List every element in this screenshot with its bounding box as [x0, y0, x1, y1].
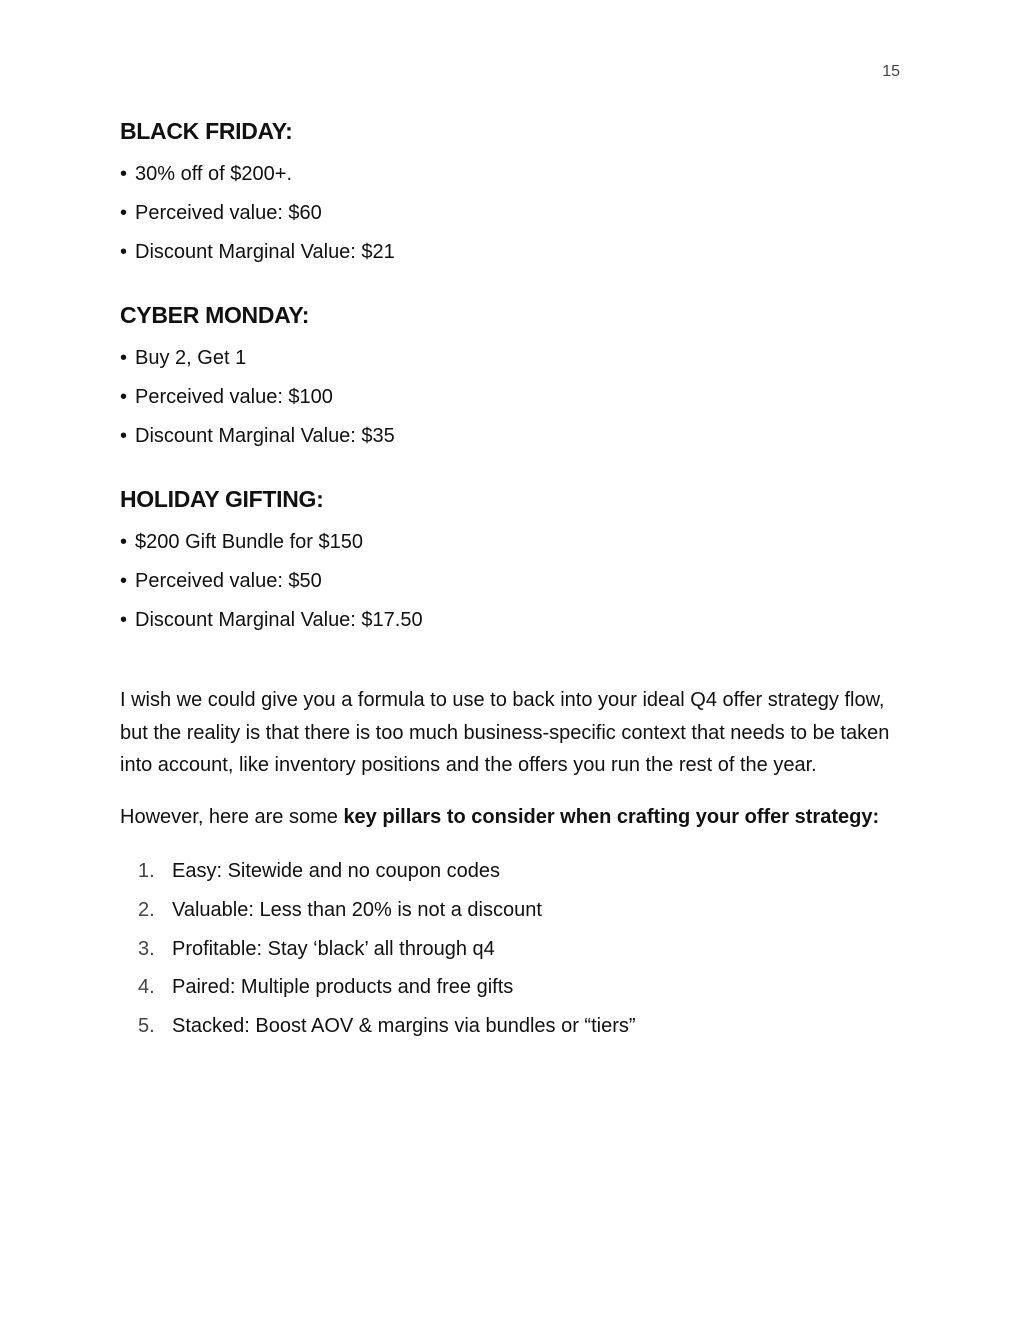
- intro-lead-text: However, here are some: [120, 805, 344, 828]
- section-title: CYBER MONDAY:: [120, 302, 310, 328]
- list-text: Easy: Sitewide and no coupon codes: [172, 860, 500, 882]
- list-number: 3.: [138, 937, 155, 960]
- body-paragraph: I wish we could give you a formula to use to back into your ideal Q4 offer strategy flow, but the reality is that there is too much business-specific context that needs to be taken into account, like inventory positions and the offers you run the rest of the year.: [120, 689, 890, 776]
- bullet-item: [120, 417, 900, 456]
- list-item: [138, 852, 900, 891]
- document-body: [120, 118, 900, 1046]
- section-title: HOLIDAY GIFTING:: [120, 486, 324, 512]
- bullet-icon: •: [120, 386, 128, 408]
- intro-bold-text: key pillars to consider when crafting your offer strategy:: [343, 805, 880, 828]
- bullet-item: [120, 523, 900, 562]
- list-item: [138, 891, 900, 930]
- bullet-icon: •: [120, 163, 128, 185]
- bullet-icon: •: [120, 347, 128, 369]
- bullet-text: Discount Marginal Value: $17.50: [135, 609, 423, 631]
- bullet-text: Perceived value: $60: [135, 202, 322, 224]
- bullet-text: Buy 2, Get 1: [135, 347, 247, 369]
- list-number: 2.: [138, 898, 155, 921]
- bullet-text: Perceived value: $100: [135, 386, 333, 408]
- bullet-item: [120, 378, 900, 417]
- bullet-item: [120, 194, 900, 233]
- section-black-friday: [120, 118, 900, 272]
- list-number: 5.: [138, 1015, 155, 1038]
- bullet-icon: •: [120, 425, 128, 447]
- list-item: [138, 968, 900, 1007]
- list-number: 1.: [138, 860, 155, 882]
- bullet-icon: •: [120, 609, 128, 631]
- section-title: BLACK FRIDAY:: [120, 118, 293, 144]
- list-text: Stacked: Boost AOV & margins via bundles or “tiers”: [172, 1015, 636, 1038]
- bullet-item: [120, 339, 900, 378]
- bullet-item: [120, 155, 900, 194]
- bullet-text: Discount Marginal Value: $21: [135, 241, 395, 263]
- bullet-text: Perceived value: $50: [135, 570, 322, 592]
- bullet-icon: •: [120, 202, 128, 224]
- bullet-text: 30% off of $200+.: [135, 163, 292, 185]
- list-text: Paired: Multiple products and free gifts: [172, 976, 514, 999]
- bullet-item: [120, 562, 900, 601]
- list-text: Profitable: Stay ‘black’ all through q4: [172, 937, 495, 960]
- key-pillars-intro: [120, 801, 900, 834]
- key-pillars-list: [120, 852, 900, 1046]
- bullet-item: [120, 601, 900, 640]
- list-text: Valuable: Less than 20% is not a discount: [172, 898, 542, 921]
- list-item: [138, 930, 900, 969]
- list-item: [138, 1007, 900, 1046]
- bullet-text: Discount Marginal Value: $35: [135, 425, 395, 447]
- list-number: 4.: [138, 976, 155, 999]
- bullet-icon: •: [120, 531, 128, 553]
- bullet-icon: •: [120, 570, 128, 592]
- page-number: 15: [882, 63, 900, 80]
- section-holiday-gifting: [120, 486, 900, 640]
- bullet-icon: •: [120, 241, 128, 263]
- bullet-text: $200 Gift Bundle for $150: [135, 531, 363, 553]
- section-cyber-monday: [120, 302, 900, 456]
- bullet-item: [120, 233, 900, 272]
